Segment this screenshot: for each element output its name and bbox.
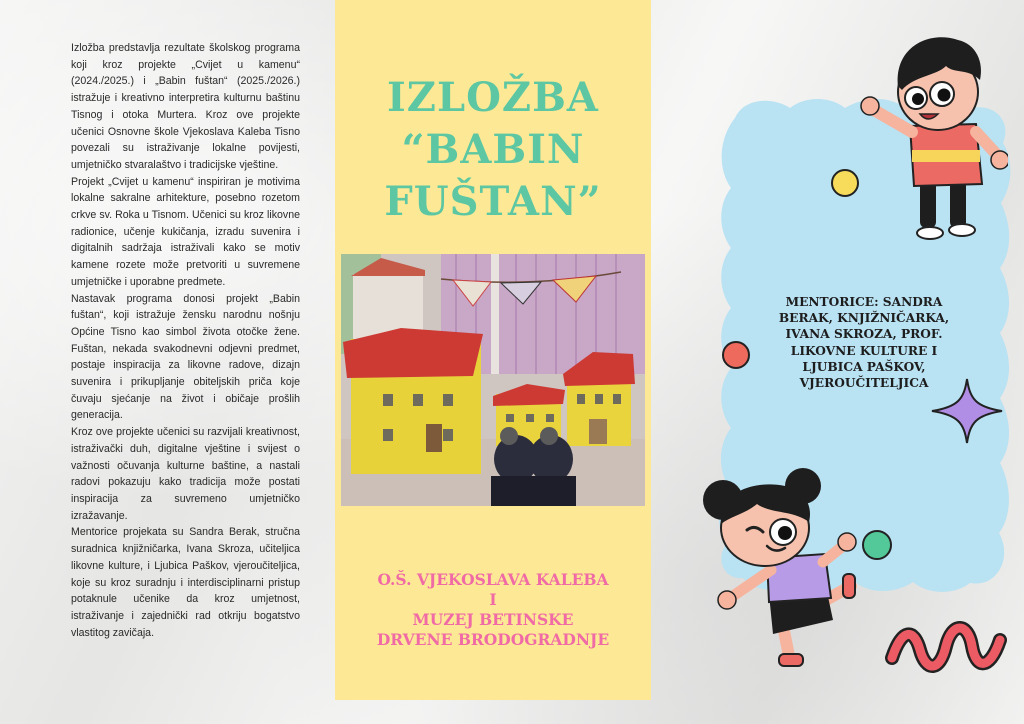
exhibition-photo [341,254,645,506]
mentors-text: MENTORICE: SANDRA BERAK, KNJIŽNIČARKA, IVANA SKROZA, PROF. LIKOVNE KULTURE I LJUBICA PAŠKOV, VJEROUČITELJICA [778,295,950,391]
red-circle [720,339,752,371]
yellow-circle [829,167,861,199]
girl-illustration [693,466,863,676]
description-text [71,40,300,641]
paragraph-intro: Izložba predstavlja rezultate školskog programa koji kroz projekte „Cvijet u kamenu“ (2024./2025.) i „Babin fuštan“ (2025./2026.) istražuje i kreativno interpretira kulturnu baštinu Tisnog i otoka Murtera. Kroz ove projekte učenici Osnovne škole Vjekoslava Kaleba Tisno povezali su istraživanje lokalne povijesti, umjetničko stvaralaštvo i tradicijske vještine. [71,42,300,171]
photo-illustration [341,254,645,506]
paragraph-outcomes: Kroz ove projekte učenici su razvijali kreativnost, istraživački duh, digitalne vještine i svijest o važnosti očuvanja kulturne baštine, a nastali radovi pokazuju kako tradicija može postati inspiracija za suvremeno umjetničko izražavanje. [71,426,300,522]
paragraph-mentors: Mentorice projekata su Sandra Berak, stručna suradnica knjižničarka, Ivana Skroza, učiteljica likovne kulture, i Ljubica Paškov, vjeroučiteljica, koje su kroz suradnju i interdisciplinarni pristup potaknule učenike da kroz umjetnost, istraživanje i zajednički rad otkriju bogatstvo vlastitog zavičaja. [71,526,300,639]
paragraph-cvijet: Projekt „Cvijet u kamenu“ inspiriran je motivima lokalne sakralne arhitekture, posebno rozetom crkve sv. Roka u Tisnom. Učenici su kroz likovne radionice, učenje kukičanja, izradu suvenira i digitalnih sadržaja istraživali kako se motiv kamene rozete može pretvoriti u suvremene umjetničke i uporabne predmete. [71,175,300,288]
boy-illustration [858,28,1008,244]
title-panel [335,0,651,700]
paragraph-fustan: Nastavak programa donosi projekt „Babin fuštan“, koji istražuje žensku narodnu nošnju Općine Tisno kao simbol života otočke žene. Fuštan, nekada svakodnevni odjevni predmet, postaje inspiracija za likovne radove, dizajn suvenira i prikupljanje obiteljskih priča koje čuvaju sjećanje na život i običaje prošlih generacija. [71,292,300,422]
sparkle-star-icon [930,377,1004,445]
squiggle-decoration [884,610,1009,680]
exhibition-title: IZLOŽBA “BABIN FUŠTAN” [384,74,602,225]
green-circle [860,528,894,562]
organizers: O.Š. VJEKOSLAVA KALEBA I MUZEJ BETINSKE DRVENE BRODOGRADNJE [376,570,610,649]
